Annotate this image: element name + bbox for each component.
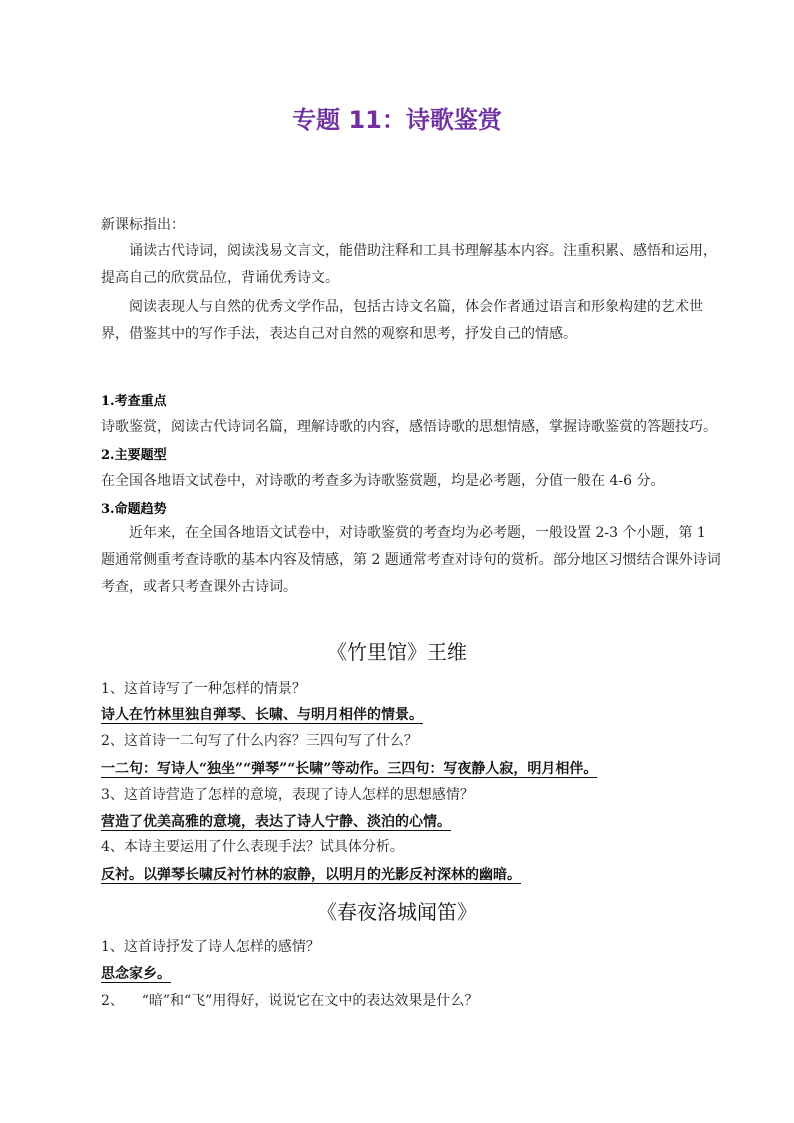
intro-paragraph-2-text: 阅读表现人与自然的优秀文学作品，包括古诗文名篇，体会作者通过语言和形象构建的艺术世界，借鉴其中的写作手法，表达自己对自然的观察和思考，抒发自己的情感。 [101, 299, 703, 342]
poem-1-answer-1: 诗人在竹林里独自弹琴、长啸、与明月相伴的情景。 [101, 707, 423, 723]
poem-1-question-1: 1、这首诗写了一种怎样的情景？ [101, 681, 306, 697]
poem-1-question-4: 4、本诗主要运用了什么表现手法？试具体分析。 [101, 839, 404, 855]
poem-1-question-3: 3、这首诗营造了怎样的意境，表现了诗人怎样的思想感情？ [101, 787, 474, 803]
intro-paragraph-1-text: 诵读古代诗词，阅读浅易文言文，能借助注释和工具书理解基本内容。注重积累、感悟和运用，提高自己的欣赏品位，背诵优秀诗文。 [101, 243, 717, 286]
intro-paragraph-1 [101, 238, 721, 292]
poem-2-title: 《春夜洛城闻笛》 [317, 900, 477, 924]
section-2-heading: 2.主要题型 [101, 448, 167, 463]
poem-1-question-2: 2、这首诗一二句写了什么内容？三四句写了什么？ [101, 733, 418, 749]
poem-1-answer-2: 一二句：写诗人“独坐”“弹琴”“长啸”等动作。三四句：写夜静人寂，明月相伴。 [101, 761, 598, 777]
page-title: 专题 11：诗歌鉴赏 [292, 106, 502, 134]
section-3-heading: 3.命题趋势 [101, 502, 167, 517]
section-3-paragraph [101, 520, 721, 601]
section-1-text: 诗歌鉴赏，阅读古代诗词名篇，理解诗歌的内容，感悟诗歌的思想情感，掌握诗歌鉴赏的答题技巧。 [101, 419, 717, 435]
poem-1-answer-3: 营造了优美高雅的意境，表达了诗人宁静、淡泊的心情。 [101, 814, 451, 830]
poem-2-question-2: 2、 “暗”和“飞”用得好，说说它在文中的表达效果是什么？ [101, 993, 479, 1009]
section-1-heading: 1.考查重点 [101, 394, 167, 409]
poem-1-title: 《竹里馆》王维 [327, 640, 467, 664]
section-3-text: 近年来，在全国各地语文试卷中，对诗歌鉴赏的考查均为必考题，一般设置 2-3 个小题，第 1 题通常侧重考查诗歌的基本内容及情感，第 2 题通常考查对诗句的赏析。部分地区习惯结合课外诗词考查，或者只考查课外古诗词。 [101, 525, 721, 595]
poem-1-answer-4: 反衬。以弹琴长啸反衬竹林的寂静，以明月的光影反衬深林的幽暗。 [101, 867, 521, 883]
intro-paragraph-2 [101, 294, 721, 348]
intro-label: 新课标指出： [101, 217, 185, 233]
poem-2-answer-1: 思念家乡。 [101, 966, 171, 982]
section-2-text: 在全国各地语文试卷中，对诗歌的考查多为诗歌鉴赏题，均是必考题，分值一般在 4-6 分。 [101, 473, 665, 489]
poem-2-question-1: 1、这首诗抒发了诗人怎样的感情？ [101, 939, 320, 955]
